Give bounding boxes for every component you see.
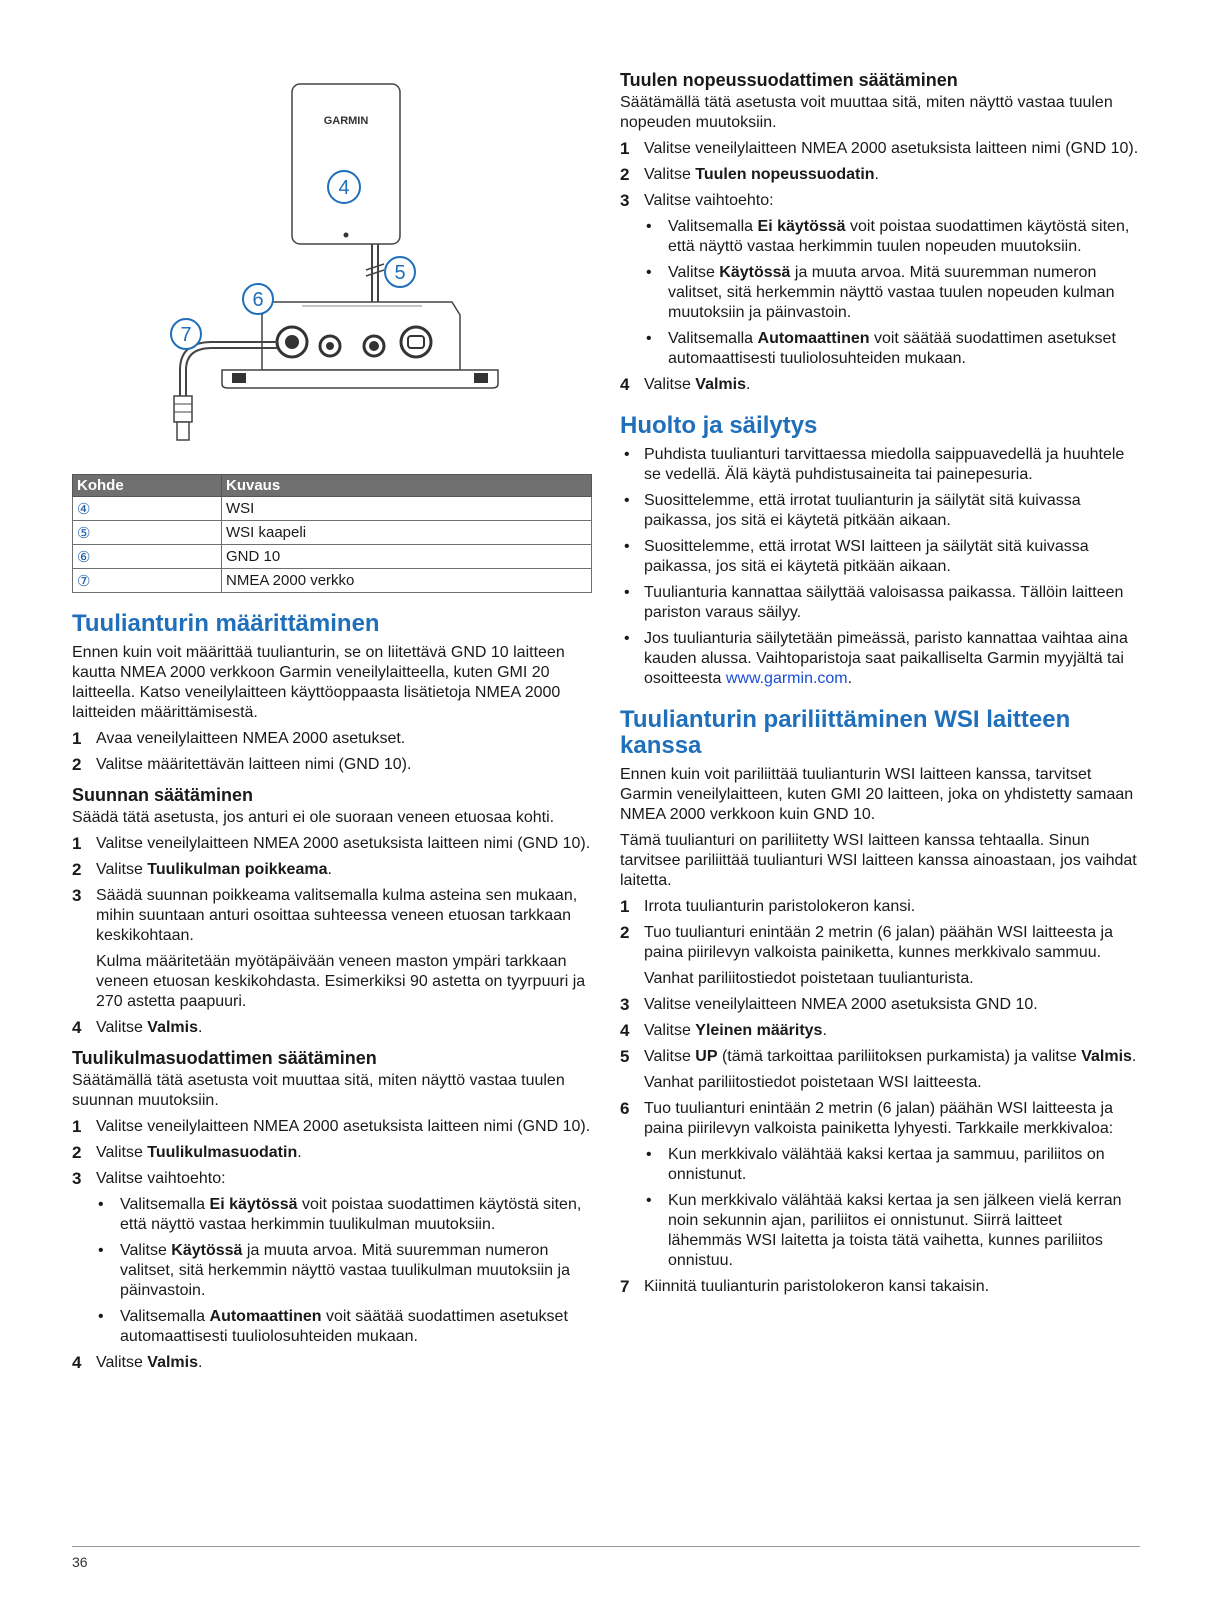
angle-step-2: 2 Valitse Tuulikulmasuodatin. [72,1143,302,1162]
speed-step-4: 4 Valitse Valmis. [620,375,751,394]
pair-step-4: 4 Valitse Yleinen määritys. [620,1021,827,1040]
pair-step-2: 2 Tuo tuulianturi enintään 2 metrin (6 jalan) päähän WSI laitteesta ja paina piirilevyn valkoista painiketta, kunnes merkkivalo sammuu. [620,923,1114,961]
table-row [73,521,592,545]
svg-text:6: 6 [252,289,264,311]
item-number: ⑥ [73,545,222,569]
footer-divider [72,1546,1140,1547]
item-description: WSI kaapeli [222,521,592,545]
pair-note-1: Vanhat pariliitostiedot poistetaan tuulianturista. [644,970,974,987]
table-row [73,569,592,593]
garmin-website-link[interactable]: www.garmin.com [725,670,848,687]
page-number: 36 [72,1554,88,1570]
items-table [72,474,592,593]
care-bullet: • Jos tuulianturia säilytetään pimeässä, paristo kannattaa vaihtaa aina kauden alussa. Vaihtoparistoja saat paikalliselta Garmin myyjältä tai osoitteesta www.garmin.com. [624,630,1128,687]
config-step-1: 1 Avaa veneilylaitteen NMEA 2000 asetukset. [72,729,406,748]
para-angle-filter: Säätämällä tätä asetusta voit muuttaa sitä, miten näyttö vastaa tuulen suunnan muutoksiin. [72,1072,565,1109]
direction-step-1: 1 Valitse veneilylaitteen NMEA 2000 asetuksista laitteen nimi (GND 10). [72,834,591,853]
heading-care: Huolto ja säilytys [620,412,818,439]
direction-step-3: 3 Säädä suunnan poikkeama valitsemalla kulma asteina sen mukaan, mihin suuntaan anturi osoittaa suhteessa veneen etuosan tarkkaan keskikohtaan. [72,886,578,944]
pair-note-2: Vanhat pariliitostiedot poistetaan WSI laitteesta. [644,1074,982,1091]
speed-option-1: • Valitsemalla Ei käytössä voit poistaa suodattimen käytöstä siten, että näyttö vastaa herkimmin tuulen nopeuden muutoksiin. [646,218,1130,255]
direction-step-4: 4 Valitse Valmis. [72,1018,203,1037]
pair-step-6: 6 Tuo tuulianturi enintään 2 metrin (6 jalan) päähän WSI laitteesta ja paina piirilevyn valkoista painiketta lyhyesti. Tarkkaile merkkivaloa: [620,1099,1114,1137]
speed-step-2: 2 Valitse Tuulen nopeussuodatin. [620,165,879,184]
led-indicator [344,233,349,238]
pair-step-1: 1 Irrota tuulianturin paristolokeron kansi. [620,897,916,916]
heading-speed-filter: Tuulen nopeussuodattimen säätäminen [620,70,958,90]
angle-step-3: 3 Valitse vaihtoehto: [72,1169,226,1188]
speed-option-2: • Valitse Käytössä ja muuta arvoa. Mitä suuremman numeron valitset, sitä herkemmin näyttö vastaa tuulen nopeuden kulman muutoksiin ja päinvastoin. [646,264,1115,321]
wsi-device-body [292,84,400,244]
angle-option-2: • Valitse Käytössä ja muuta arvoa. Mitä suuremman numeron valitset, sitä herkemmin näyttö vastaa tuulikulman muutoksiin ja päinvastoin. [98,1242,570,1299]
para-config: Ennen kuin voit määrittää tuulianturin, se on liitettävä GND 10 laitteen kautta NMEA 2000 verkkoon Garmin veneilylaitteella, kuten GMI 20 laitteella. Katso veneilylaitteen käyttöoppaasta lisätietoja NMEA 2000 laitteiden määrittämisestä. [72,644,565,721]
care-bullet: • Tuulianturia kannattaa säilyttää valoisassa paikassa. Tällöin laitteen pariston varaus säilyy. [624,584,1124,621]
speed-step-1: 1 Valitse veneilylaitteen NMEA 2000 asetuksista laitteen nimi (GND 10). [620,139,1139,158]
table-row [73,497,592,521]
pair-step-5: 5 Valitse UP (tämä tarkoittaa pariliitoksen purkamista) ja valitse Valmis. [620,1047,1137,1066]
heading-angle-filter: Tuulikulmasuodattimen säätäminen [72,1048,377,1068]
item-number: ④ [73,497,222,521]
svg-text:7: 7 [180,324,192,346]
angle-option-1: • Valitsemalla Ei käytössä voit poistaa suodattimen käytöstä siten, että näyttö vastaa herkimmin tuulikulman muutoksiin. [98,1196,582,1233]
item-description: WSI [222,497,592,521]
angle-step-4: 4 Valitse Valmis. [72,1353,203,1372]
col-header-kuvaus: Kuvaus [222,475,592,497]
garmin-logo: GARMIN [323,115,369,127]
para-pairing-1: Ennen kuin voit pariliittää tuulianturin WSI laitteen kanssa, tarvitset Garmin veneilylaitteen, kuten GMI 20 laitteen, joka on yhdistetty samaan NMEA 2000 verkkoon kuin GND 10. [620,766,1134,823]
left-column [72,70,592,1379]
speed-step-3: 3 Valitse vaihtoehto: [620,191,774,210]
device-illustration [72,70,592,470]
nmea-connector [174,396,192,422]
wsi-gnd10-diagram [72,70,592,470]
port-4 [401,327,431,357]
item-number: ⑦ [73,569,222,593]
heading-pairing: Tuulianturin pariliittäminen WSI laitteen kanssa [620,706,1071,759]
speed-option-3: • Valitsemalla Automaattinen voit säätää suodattimen asetukset automaattisesti tuuliolosuhteiden mukaan. [646,330,1116,367]
item-number: ⑤ [73,521,222,545]
care-bullet: • Suosittelemme, että irrotat tuulianturin ja säilytät sitä kuivassa paikassa, jos sitä ei käytetä pitkään aikaan. [624,492,1081,529]
pair-result-1: • Kun merkkivalo välähtää kaksi kertaa ja sammuu, pariliitos on onnistunut. [646,1146,1105,1183]
table-header-row [73,475,592,497]
table-row [73,545,592,569]
item-description: GND 10 [222,545,592,569]
pair-step-7: 7 Kiinnitä tuulianturin paristolokeron kansi takaisin. [620,1277,990,1296]
svg-text:4: 4 [338,177,350,199]
care-bullet: • Suosittelemme, että irrotat WSI laitteen ja säilytät sitä kuivassa paikassa, jos sitä ei käytetä pitkään aikaan. [624,538,1089,575]
para-speed-filter: Säätämällä tätä asetusta voit muuttaa sitä, miten näyttö vastaa tuulen nopeuden muutoksiin. [620,94,1113,131]
direction-note: Kulma määritetään myötäpäivään veneen maston ympäri tarkkaan veneen etuosan keskikohdasta. Esimerkiksi 90 astetta on tyyrpuuri ja 270 astetta paapuuri. [96,953,586,1010]
svg-text:5: 5 [394,262,406,284]
right-column [620,70,1140,1303]
pair-result-2: • Kun merkkivalo välähtää kaksi kertaa ja sen jälkeen vielä kerran noin sekunnin ajan, pariliitos ei onnistunut. Siirrä laitteet lähemmäs WSI laitetta ja toista tätä vaihetta, kunnes pariliitos onnistuu. [646,1192,1122,1269]
col-header-kohde: Kohde [73,475,222,497]
heading-config: Tuulianturin määrittäminen [72,610,380,637]
heading-direction: Suunnan säätäminen [72,785,254,805]
para-direction: Säädä tätä asetusta, jos anturi ei ole suoraan veneen etuosaa kohti. [72,809,555,826]
pair-step-3: 3 Valitse veneilylaitteen NMEA 2000 asetuksista GND 10. [620,995,1038,1014]
angle-option-3: • Valitsemalla Automaattinen voit säätää suodattimen asetukset automaattisesti tuuliolosuhteiden mukaan. [98,1308,568,1345]
care-bullet: • Puhdista tuulianturi tarvittaessa miedolla saippuavedellä ja huuhtele se vedellä. Älä käytä puhdistusaineita tai painepesuria. [624,446,1125,483]
config-step-2: 2 Valitse määritettävän laitteen nimi (GND 10). [72,755,412,774]
item-description: NMEA 2000 verkko [222,569,592,593]
gnd10-base [222,370,498,388]
para-pairing-2: Tämä tuulianturi on pariliitetty WSI laitteen kanssa tehtaalla. Sinun tarvitsee pariliittää tuulianturi WSI laitteen kanssa ainoastaan, jos vaihdat laitetta. [620,832,1137,889]
angle-step-1: 1 Valitse veneilylaitteen NMEA 2000 asetuksista laitteen nimi (GND 10). [72,1117,591,1136]
direction-step-2: 2 Valitse Tuulikulman poikkeama. [72,860,332,879]
